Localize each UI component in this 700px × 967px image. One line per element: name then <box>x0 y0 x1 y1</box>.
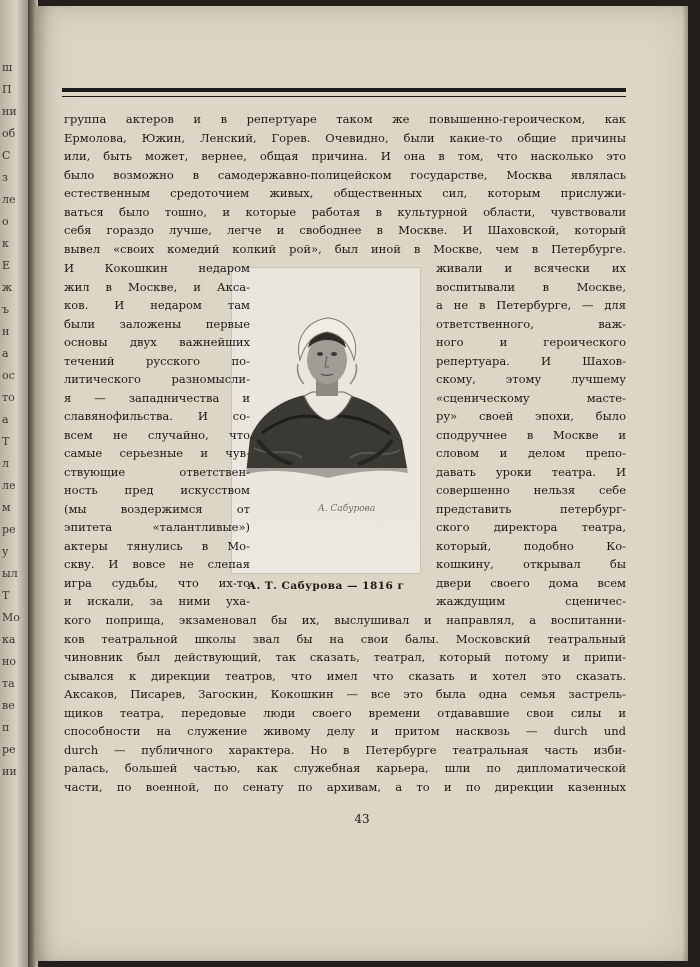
text-line: естественным средоточием живых, общественных сил, которым прислужи- <box>64 186 626 200</box>
left-page-text-fragment: об <box>2 127 16 140</box>
text-line: сывался к дирекции театров, что имел что сказать и хотел это сказать. <box>64 668 626 683</box>
left-page-text-fragment: з <box>2 171 8 184</box>
text-line: двери своего дома всем <box>436 575 626 590</box>
left-page-text-fragment: та <box>2 677 15 690</box>
text-line: «сценическому масте- <box>436 390 626 405</box>
header-rule-thick <box>62 88 626 92</box>
text-line: живали и всячески их <box>436 261 626 275</box>
text-line: ваться было тошно, и которые работая в культурной области, чувствовали <box>64 204 626 219</box>
text-line: всем не случайно, что <box>64 427 250 442</box>
text-line: а не в Петербурге, — для <box>436 298 626 312</box>
left-page-text-fragment: ъ <box>2 303 9 316</box>
left-page-text-fragment: л <box>2 457 9 470</box>
left-page-text-fragment: Т <box>2 589 10 602</box>
text-line: игра судьбы, что их-то <box>64 575 250 590</box>
text-line: давать уроки театра. И <box>436 464 626 479</box>
text-line: Ермолова, Южин, Ленский, Горев. Очевидно, были какие-то общие причины <box>64 130 626 145</box>
left-page-text-fragment: ле <box>2 193 16 206</box>
text-line: Аксаков, Писарев, Загоскин, Кокошкин — все это была одна семья застрель- <box>64 687 626 701</box>
text-line: ность пред искусством <box>64 483 250 497</box>
left-page-text-fragment: ж <box>2 281 13 294</box>
text-line: щиков театра, передовые люди своего времени отдававшие свои силы и <box>64 705 626 720</box>
text-line: части, по военной, по сенату по архивам, а то и по дирекции казенных <box>64 779 626 794</box>
header-rule-thin <box>62 96 626 97</box>
left-page-text-fragment: а <box>2 413 9 426</box>
text-line: представить петербург- <box>436 501 626 516</box>
text-line: ралась, большей частью, как служебная карьера, шли по дипломатической <box>64 761 626 775</box>
portrait-signature: А. Сабурова <box>318 504 376 514</box>
text-line: кого поприща, экзаменовал бы их, выслушивал и направлял, а воспитанни- <box>64 613 626 627</box>
text-line: славянофильства. И со- <box>64 409 250 423</box>
portrait-engraving-icon <box>232 268 420 573</box>
left-page-text-fragment: П <box>2 83 12 96</box>
text-line: были заложены первые <box>64 316 250 331</box>
left-page-text-fragment: п <box>2 721 10 734</box>
text-line: основы двух важнейших <box>64 335 250 349</box>
text-line: эпитета «талантливые») <box>64 520 250 534</box>
left-page-text-fragment: м <box>2 501 11 514</box>
left-page-text-fragment: ыл <box>2 567 18 580</box>
text-line: было возможно в самодержавно-полицейском государстве, Москва являлась <box>64 167 626 182</box>
text-line: группа актеров и в репертуаре таком же повышенно-героическом, как <box>64 112 626 126</box>
text-line: или, быть может, вернее, общая причина. И она в том, что насколько это <box>64 149 626 163</box>
left-page-text-fragment: ии <box>2 765 17 778</box>
text-line: скому, этому лучшему <box>436 372 626 386</box>
left-page-text-fragment: ве <box>2 699 15 712</box>
text-line: самые серьезные и чув- <box>64 446 250 460</box>
left-page-text-fragment: ле <box>2 479 16 492</box>
text-line: durch — публичного характера. Но в Петербурге театральная часть изби- <box>64 742 626 757</box>
text-line: литического разномысли- <box>64 372 250 386</box>
text-line: ствующие ответствен- <box>64 464 250 479</box>
text-line: я — западничества и <box>64 390 250 405</box>
text-line: словом и делом препо- <box>436 446 626 460</box>
text-line: который, подобно Ко- <box>436 538 626 553</box>
left-page-text-fragment: ре <box>2 523 16 536</box>
text-line: ного и героического <box>436 335 626 349</box>
left-page-text-fragment: Е <box>2 259 11 272</box>
page-number: 43 <box>354 812 370 826</box>
left-page-text-fragment: у <box>2 545 9 558</box>
text-line: ков. И недаром там <box>64 298 250 312</box>
text-line: ков театральной школы звал бы на свои балы. Московский театральный <box>64 631 626 646</box>
left-page-text-fragment: о <box>2 215 9 228</box>
left-page-text-fragment: ш <box>2 61 13 74</box>
left-page-text-fragment: С <box>2 149 11 162</box>
figure-caption: А. Т. Сабурова — 1816 г <box>247 580 405 592</box>
left-page-text-fragment: ни <box>2 105 17 118</box>
left-page-text-fragment: а <box>2 347 9 360</box>
portrait-illustration <box>232 268 420 573</box>
text-line: ответственного, важ- <box>436 316 626 331</box>
text-line: кошкину, открывал бы <box>436 557 626 571</box>
text-line: репертуара. И Шахов- <box>436 353 626 368</box>
left-page-text-fragment: ре <box>2 743 16 756</box>
text-line: течений русского по- <box>64 353 250 368</box>
left-page-text-fragment: н <box>2 325 10 338</box>
text-line: и искали, за ними уха- <box>64 594 250 608</box>
left-page-text-fragment: то <box>2 391 15 404</box>
text-line: (мы воздержимся от <box>64 501 250 516</box>
text-line: жил в Москве, и Акса- <box>64 279 250 294</box>
text-line: вывел «своих комедий колкий рой», был иной в Москве, чем в Петербурге. <box>64 241 626 256</box>
left-page-text-fragment: к <box>2 237 9 250</box>
text-line: скву. И вовсе не слепая <box>64 557 250 571</box>
text-line: И Кокошкин недаром <box>64 261 250 275</box>
text-line: способности на служение живому делу и притом насквозь — durch und <box>64 724 626 738</box>
text-line: совершенно нельзя себе <box>436 483 626 497</box>
left-page-text-fragment: ка <box>2 633 16 646</box>
book-page <box>36 6 688 961</box>
left-page-text-fragment: но <box>2 655 16 668</box>
left-page-text-fragment: Т <box>2 435 10 448</box>
text-line: себя гораздо лучше, легче и свободнее в Москве. И Шаховской, который <box>64 223 626 237</box>
left-page-edge <box>0 0 30 967</box>
text-line: жаждущим сценичес- <box>436 594 626 608</box>
text-line: воспитывали в Москве, <box>436 279 626 294</box>
text-line: ру» своей эпохи, было <box>436 409 626 423</box>
text-line: сподручнее в Москве и <box>436 427 626 442</box>
text-line: актеры тянулись в Мо- <box>64 538 250 553</box>
text-line: ского директора театра, <box>436 520 626 534</box>
left-page-text-fragment: Мо <box>2 611 20 624</box>
text-line: чиновник был действующий, так сказать, театрал, который потому и припи- <box>64 650 626 664</box>
left-page-text-fragment: ос <box>2 369 15 382</box>
